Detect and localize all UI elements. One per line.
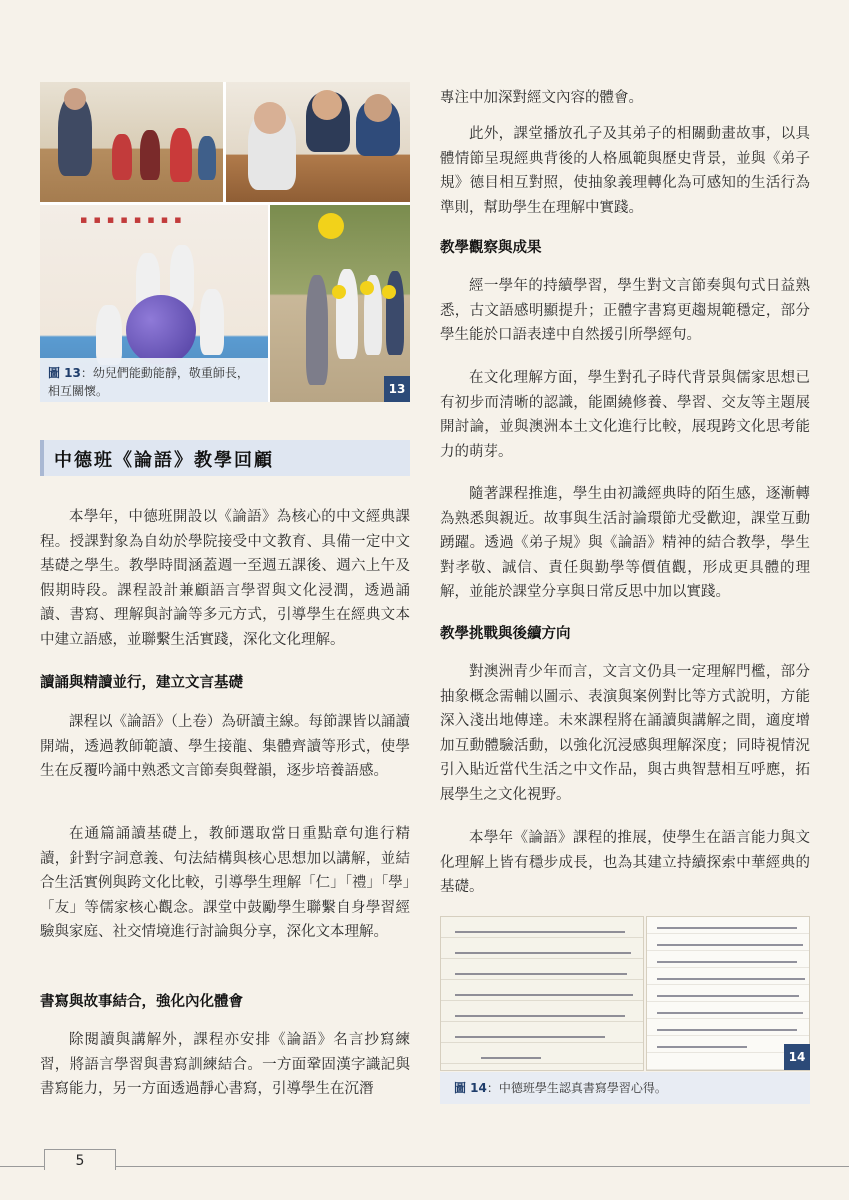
photo-handwriting-figure-14 xyxy=(440,916,810,1071)
figure-13-caption-text: ：幼兒們能動能靜，敬重師長，相互關懷。 xyxy=(48,366,249,398)
page-number: 5 xyxy=(44,1149,116,1170)
paragraph: 課程以《論語》（上卷）為研讀主線。每節課皆以誦讀開端，透過教師範讀、學生接龍、集體齊讀等形式，使學生在反覆吟誦中熟悉文言節奏與聲韻，逐步培養語感。 xyxy=(40,714,410,779)
figure-13-caption xyxy=(40,358,268,402)
paragraph: 此外，課堂播放孔子及其弟子的相關動畫故事，以具體情節呈現經典背後的人格風範與歷史背景，並與《弟子規》德目相互對照，使抽象義理轉化為可感知的生活行為準則，幫助學生在理解中實踐。 xyxy=(440,126,810,216)
left-paragraph-2 xyxy=(40,710,410,784)
paragraph: 除閱讀與講解外，課程亦安排《論語》名言抄寫練習，將語言學習與書寫訓練結合。一方面鞏固漢字識記與書寫能力，另一方面透過靜心書寫，引導學生在沉潛 xyxy=(40,1032,410,1097)
paragraph: 在文化理解方面，學生對孔子時代背景與儒家思想已有初步而清晰的認識，能圍繞修養、學習、交友等主題展開討論，並與澳洲本土文化進行比較，展現跨文化思考能力的萌芽。 xyxy=(440,370,810,460)
right-paragraph-4 xyxy=(440,482,810,605)
photo-children-at-table xyxy=(226,82,410,202)
photo-teacher-with-children xyxy=(40,82,223,202)
subheading: 書寫與故事結合，強化內化體會 xyxy=(40,994,243,1010)
right-subheading-1 xyxy=(440,236,810,260)
left-paragraph-3 xyxy=(40,822,410,945)
left-subheading-2 xyxy=(40,990,410,1014)
photo-children-with-yellow-balls xyxy=(270,205,410,402)
paragraph: 隨著課程推進，學生由初識經典時的陌生感，逐漸轉為熟悉與親近。故事與生活討論環節尤受歡迎，課堂互動踴躍。透過《弟子規》與《論語》精神的結合教學，學生對孝敬、誠信、責任與勤學等價值觀，形成更具體的理解，並能於課堂分享與日常反思中加以實踐。 xyxy=(440,486,810,600)
paragraph: 經一學年的持續學習，學生對文言節奏與句式日益熟悉，古文語感明顯提升；正體字書寫更趨規範穩定，部分學生能於口語表達中自然援引所學經句。 xyxy=(440,278,810,343)
paragraph: 在通篇誦讀基礎上，教師選取當日重點章句進行精讀，針對字詞意義、句法結構與核心思想加以講解，並結合生活實例與跨文化比較，引導學生理解「仁」「禮」「學」「友」等儒家核心觀念。課堂中鼓勵學生聯繫自身學習經驗與家庭、社交情境進行討論與分享，深化文本理解。 xyxy=(40,826,410,940)
left-subheading-1 xyxy=(40,671,410,695)
right-paragraph-3 xyxy=(440,366,810,464)
left-column xyxy=(40,505,410,652)
paragraph: 對澳洲青少年而言，文言文仍具一定理解門檻，部分抽象概念需輔以圖示、表演與案例對比等方式說明，方能深入淺出地傳達。未來課程將在誦讀與講解之間，適度增加互動體驗活動，以強化沉浸感與理解深度；同時視情況引入貼近當代生活之中文作品，與古典智慧相互呼應，拓展學生之文化視野。 xyxy=(440,664,810,803)
right-paragraph-0 xyxy=(440,86,810,111)
subheading: 讀誦與精讀並行，建立文言基礎 xyxy=(40,675,243,691)
photo-handwritten-reflection-left xyxy=(440,916,644,1071)
right-paragraph-5 xyxy=(440,660,810,807)
right-paragraph-1 xyxy=(440,122,810,220)
right-subheading-2 xyxy=(440,622,810,646)
section-heading-bar xyxy=(40,440,410,476)
section-title: 中德班《論語》教學回顧 xyxy=(54,450,274,471)
footer-line xyxy=(0,1166,849,1167)
paragraph: 本學年，中德班開設以《論語》為核心的中文經典課程。授課對象為自幼於學院接受中文教育、具備一定中文基礎之學生。教學時間涵蓋週一至週五課後、週六上午及假期時段。課程設計兼顧語言學習與文化浸潤，透過誦讀、書寫、理解與討論等多元方式，引導學生在經典文本中建立語感，並聯繫生活實踐，深化文化理解。 xyxy=(40,509,410,648)
paragraph: 專注中加深對經文內容的體會。 xyxy=(440,90,643,106)
subheading: 教學挑戰與後續方向 xyxy=(440,626,571,642)
figure-13-label: 圖 13 xyxy=(48,366,81,380)
figure-13-badge: 13 xyxy=(384,376,410,402)
figure-14-label: 圖 14 xyxy=(454,1081,487,1095)
photo-children-with-exercise-ball: ▪▪▪▪▪▪▪▪ xyxy=(40,205,268,402)
figure-14-caption-text: ：中德班學生認真書寫學習心得。 xyxy=(486,1081,667,1095)
photo-collage-figure-13 xyxy=(40,82,410,402)
right-paragraph-2 xyxy=(440,274,810,348)
figure-14-badge: 14 xyxy=(784,1044,810,1070)
left-paragraph-4 xyxy=(40,1028,410,1102)
subheading: 教學觀察與成果 xyxy=(440,240,542,256)
figure-14-caption xyxy=(440,1072,810,1104)
paragraph: 本學年《論語》課程的推展，使學生在語言能力與文化理解上皆有穩步成長，也為其建立持續探索中華經典的基礎。 xyxy=(440,830,810,895)
right-paragraph-6 xyxy=(440,826,810,900)
